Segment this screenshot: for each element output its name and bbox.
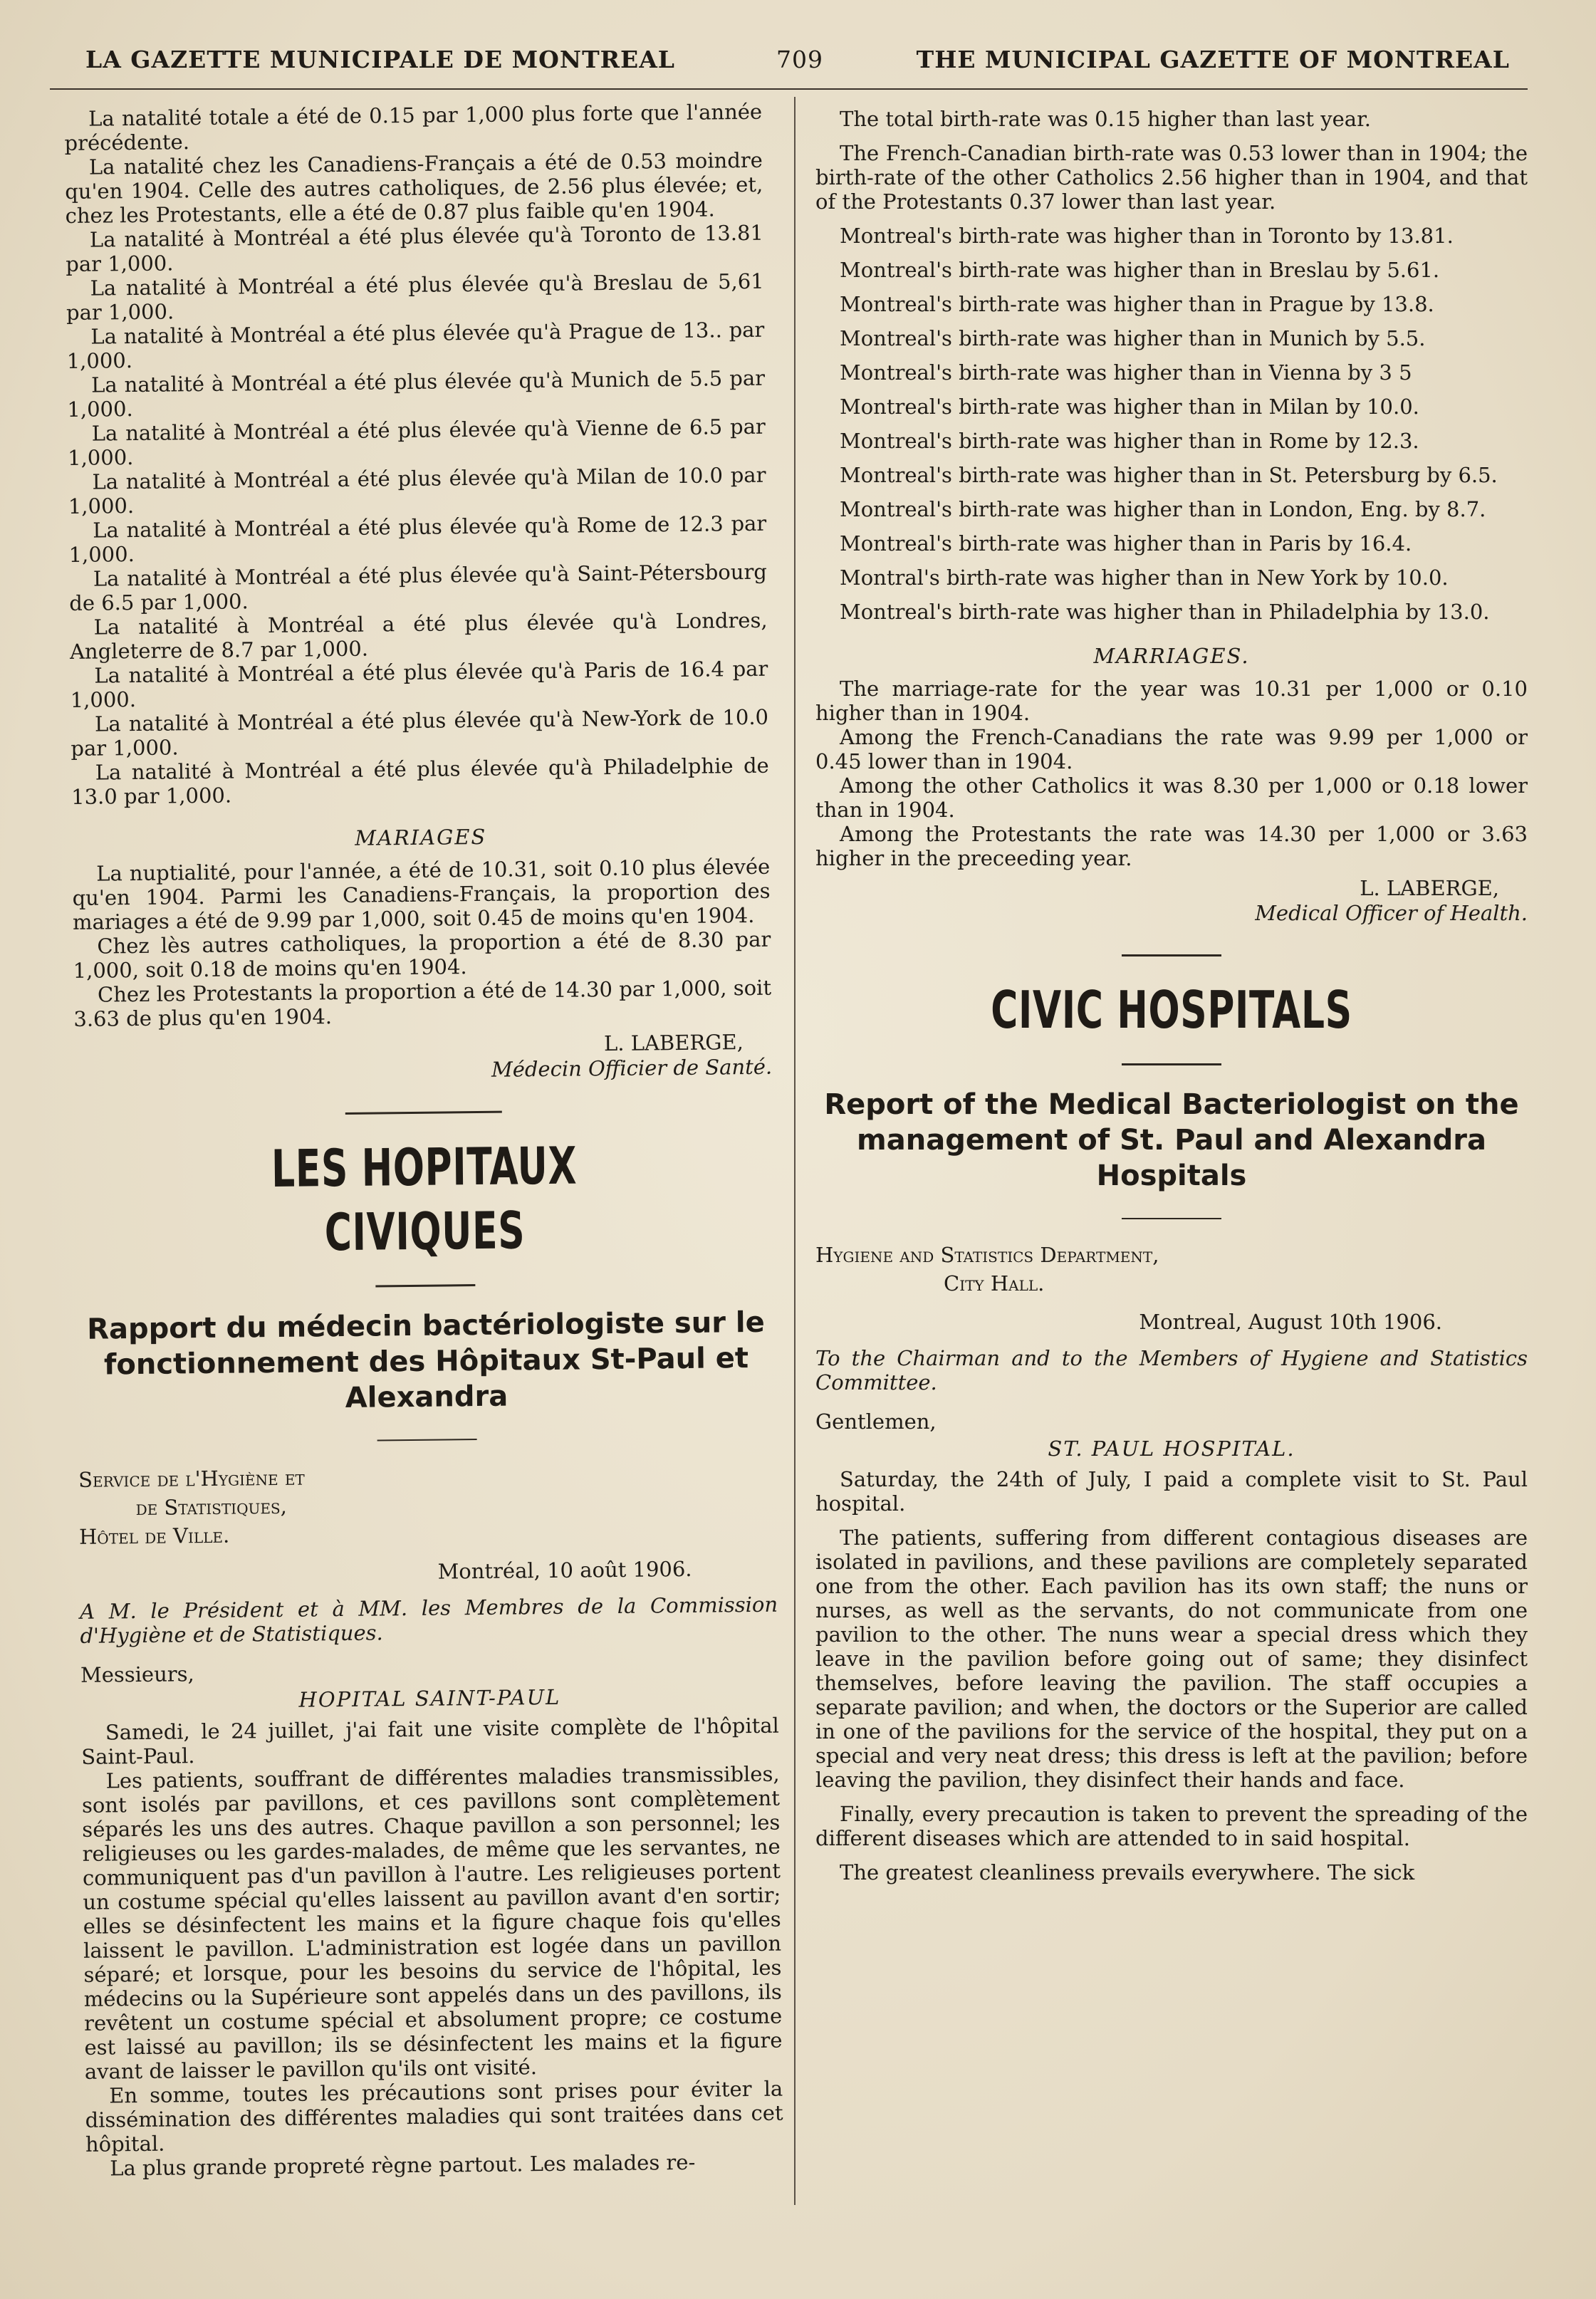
paragraph: La natalité à Montréal a été plus élevée qu'à Paris de 16.4 par 1,000. [70,656,768,712]
english-address-line1: Hygiene and Statistics Department, [815,1243,1159,1267]
paragraph: Montreal's birth-rate was higher than in St. Petersburg by 6.5. [840,463,1498,487]
paragraph: The greatest cleanliness prevails everywhere. The sick [840,1860,1415,1884]
page-number: 709 [776,46,823,73]
paragraph: Montreal's birth-rate was higher than in Milan by 10.0. [840,395,1419,419]
paragraph: Chez les Protestants la proportion a été de 14.30 par 1,000, soit 3.63 de plus qu'en 1904. [73,975,772,1031]
english-section-title: CIVIC HOSPITALS [991,980,1352,1040]
paragraph: Montreal's birth-rate was higher than in Paris by 16.4. [840,531,1412,556]
paragraph: Among the French-Canadians the rate was 9.99 per 1,000 or 0.45 lower than in 1904. [815,725,1528,773]
section-rule [1122,954,1221,956]
paragraph: Les patients, souffrant de différentes maladies transmissibles, sont isolés par pavillons, et ces pavillons sont complètement séparés les uns des autres. Chaque pavillon a son personnel; les religieuses ou les gardes-malades, de même que les servantes, ne communiquent pas d'un pavillon à l'autre. Les religieuses portent un costume spécial qu'elles laissent au pavillon avant d'en sortir; elles se désinfectent les mains et la figure chaque fois qu'elles laissent le pavillon. L'administration est logée dans un pavillon séparé; et lorsque, pour les besoins du service de l'hôpital, les médecins ou la Supérieure sont appelés dans un des pavillons, ils revêtent un costume spécial et absolument propre; ce costume est laissé au pavillon; ils se désinfectent les mains et la figure avant de laisser le pavillon qu'ils ont visité. [81,1761,783,2084]
paragraph: Montreal's birth-rate was higher than in London, Eng. by 8.7. [840,497,1486,521]
paragraph: Among the other Catholics it was 8.30 per 1,000 or 0.18 lower than in 1904. [815,773,1528,822]
paragraph: La natalité à Montréal a été plus élevée qu'à Londres, Angleterre de 8.7 par 1,000. [69,608,768,664]
title-rule [1122,1063,1221,1065]
french-addressee: A M. le Président et à MM. les Membres de la Commission d'Hygiène et de Statistiques. [79,1592,778,1648]
paragraph: The French-Canadian birth-rate was 0.53 lower than in 1904; the birth-rate of the other Catholics 2.56 higher than in 1904, and that of the Protestants 0.37 lower than last year. [815,141,1528,214]
french-address-line1: Service de l'Hygiène et [78,1465,305,1492]
paragraph: Chez lès autres catholiques, la proportion a été de 8.30 par 1,000, soit 0.18 de moins qu'en 1904. [73,927,771,983]
paragraph: Montreal's birth-rate was higher than in Vienna by 3 5 [840,360,1412,385]
paragraph: La natalité à Montréal a été plus élevée qu'à Toronto de 13.81 par 1,000. [66,220,764,276]
paragraph: La natalité à Montréal a été plus élevée qu'à Rome de 12.3 par 1,000. [68,511,767,567]
french-address-line2: de Statistiques, [135,1493,288,1521]
english-address-line2: City Hall. [944,1271,1045,1296]
paragraph: The total birth-rate was 0.15 higher than last year. [840,107,1371,131]
paragraph: The marriage-rate for the year was 10.31 per 1,000 or 0.10 higher than in 1904. [815,677,1528,725]
paragraph: La natalité totale a été de 0.15 par 1,000 plus forte que l'année précédente. [64,99,763,155]
paragraph: La nuptialité, pour l'année, a été de 10.31, soit 0.10 plus élevée qu'en 1904. Parmi les Canadiens-Français, la proportion des mariages a été de 9.99 par 1,000, soit 0.45 de moins qu'en 1904. [72,854,771,934]
english-signature-title: Medical Officer of Health. [1255,901,1528,925]
paragraph: Montreal's birth-rate was higher than in Philadelphia by 13.0. [840,600,1490,624]
french-hospital-heading: HOPITAL SAINT-PAUL [298,1684,561,1712]
paragraph: La natalité à Montréal a été plus élevée qu'à Breslau de 5,61 par 1,000. [66,269,764,325]
paragraph: La natalité à Montréal a été plus élevée qu'à Munich de 5.5 par 1,000. [67,365,766,422]
paragraph: Saturday, the 24th of July, I paid a complete visit to St. Paul hospital. [815,1467,1528,1516]
english-marriages-heading: MARRIAGES. [1093,644,1250,668]
paragraph: Samedi, le 24 juillet, j'ai fait une visite complète de l'hôpital Saint-Paul. [81,1713,780,1769]
paragraph: Montreal's birth-rate was higher than in Prague by 13.8. [840,292,1434,316]
header-english-title: THE MUNICIPAL GAZETTE OF MONTREAL [916,46,1510,73]
paragraph: La natalité à Montréal a été plus élevée qu'à Vienne de 6.5 par 1,000. [67,414,766,470]
english-date: Montreal, August 10th 1906. [1139,1310,1442,1334]
french-salutation: Messieurs, [80,1662,194,1687]
english-column [815,107,1528,1894]
paragraph: Montreal's birth-rate was higher than in Munich by 5.5. [840,326,1426,350]
paragraph: The patients, suffering from different contagious diseases are isolated in pavilions, and these pavilions are completely separated one from the other. Each pavilion has its own staff; the nuns or nurses, as well as the servants, do not communicate from one pavilion to the other. The nuns wear a special dress which they leave in the pavilion before going out of same; they disinfect themselves, before leaving the pavilion. The staff occupies a separate pavilion; and when, the doctors or the Superior are called in one of the pavilions for the service of the hospital, they put on a special and very neat dress; this dress is left at the pavilion; before leaving the pavilion, they disinfect their hands and face. [815,1526,1528,1792]
title-rule [375,1284,475,1287]
paragraph: La plus grande propreté règne partout. Les malades re- [110,2149,696,2181]
subtitle-rule [1122,1218,1221,1219]
french-column [64,100,783,2181]
french-report-body [81,1714,784,2181]
paragraph: En somme, toutes les précautions sont prises pour éviter la dissémination des différentes maladies qui sont traitées dans cet hôpital. [85,2076,783,2157]
french-section-title: LES HOPITAUX CIVIQUES [271,1135,578,1263]
french-birth-rate-section [64,100,769,809]
subtitle-rule [377,1439,477,1441]
paragraph: La natalité à Montréal a été plus élevée qu'à Saint-Pétersbourg de 6.5 par 1,000. [69,559,768,615]
english-report-title: Report of the Medical Bacteriologist on the management of St. Paul and Alexandra Hospitals [824,1088,1519,1192]
english-signature: L. LABERGE, [1360,876,1499,900]
paragraph: La natalité à Montréal a été plus élevée qu'à Prague de 13.. par 1,000. [66,317,765,373]
paragraph: Montreal's birth-rate was higher than in Breslau by 5.61. [840,258,1440,282]
section-rule [345,1111,502,1115]
column-divider [794,97,796,2205]
french-date: Montréal, 10 août 1906. [437,1556,692,1584]
paragraph: Finally, every precaution is taken to prevent the spreading of the different diseases which are attended to in said hospital. [815,1802,1528,1850]
page-header [78,44,1510,80]
paragraph: Montral's birth-rate was higher than in New York by 10.0. [840,565,1449,590]
paragraph: La natalité chez les Canadiens-Français a été de 0.53 moindre qu'en 1904. Celle des autres catholiques, de 2.56 plus élevée; et, chez les Protestants, elle a été de 0.87 plus faible qu'en 1904. [65,147,763,228]
french-marriages-section [72,855,771,1031]
english-birth-rate-section [815,107,1528,624]
english-report-body [815,1467,1528,1884]
french-marriages-heading: MARIAGES [355,824,487,850]
french-report-title: Rapport du médecin bactériologiste sur le fonctionnement des Hôpitaux St-Paul et Alexandra [86,1305,765,1414]
english-marriages-section [815,677,1528,870]
paragraph: La natalité à Montréal a été plus élevée qu'à Philadelphie de 13.0 par 1,000. [71,753,769,809]
paragraph: La natalité à Montréal a été plus élevée qu'à New-York de 10.0 par 1,000. [71,704,769,761]
header-french-title: LA GAZETTE MUNICIPALE DE MONTREAL [85,46,676,73]
paragraph: Montreal's birth-rate was higher than in Toronto by 13.81. [840,224,1454,248]
english-addressee: To the Chairman and to the Members of Hygiene and Statistics Committee. [815,1346,1528,1394]
header-rule [50,88,1528,90]
paragraph: Montreal's birth-rate was higher than in Rome by 12.3. [840,429,1419,453]
french-signature-title: Médecin Officier de Santé. [491,1054,773,1082]
english-salutation: Gentlemen, [815,1409,937,1434]
english-hospital-heading: ST. PAUL HOSPITAL. [1048,1437,1295,1461]
paragraph: Among the Protestants the rate was 14.30 per 1,000 or 3.63 higher in the preceeding year. [815,822,1528,870]
french-signature: L. LABERGE, [603,1030,744,1056]
french-address-line3: Hôtel de Ville. [78,1523,230,1549]
paragraph: La natalité à Montréal a été plus élevée qu'à Milan de 10.0 par 1,000. [68,462,766,518]
